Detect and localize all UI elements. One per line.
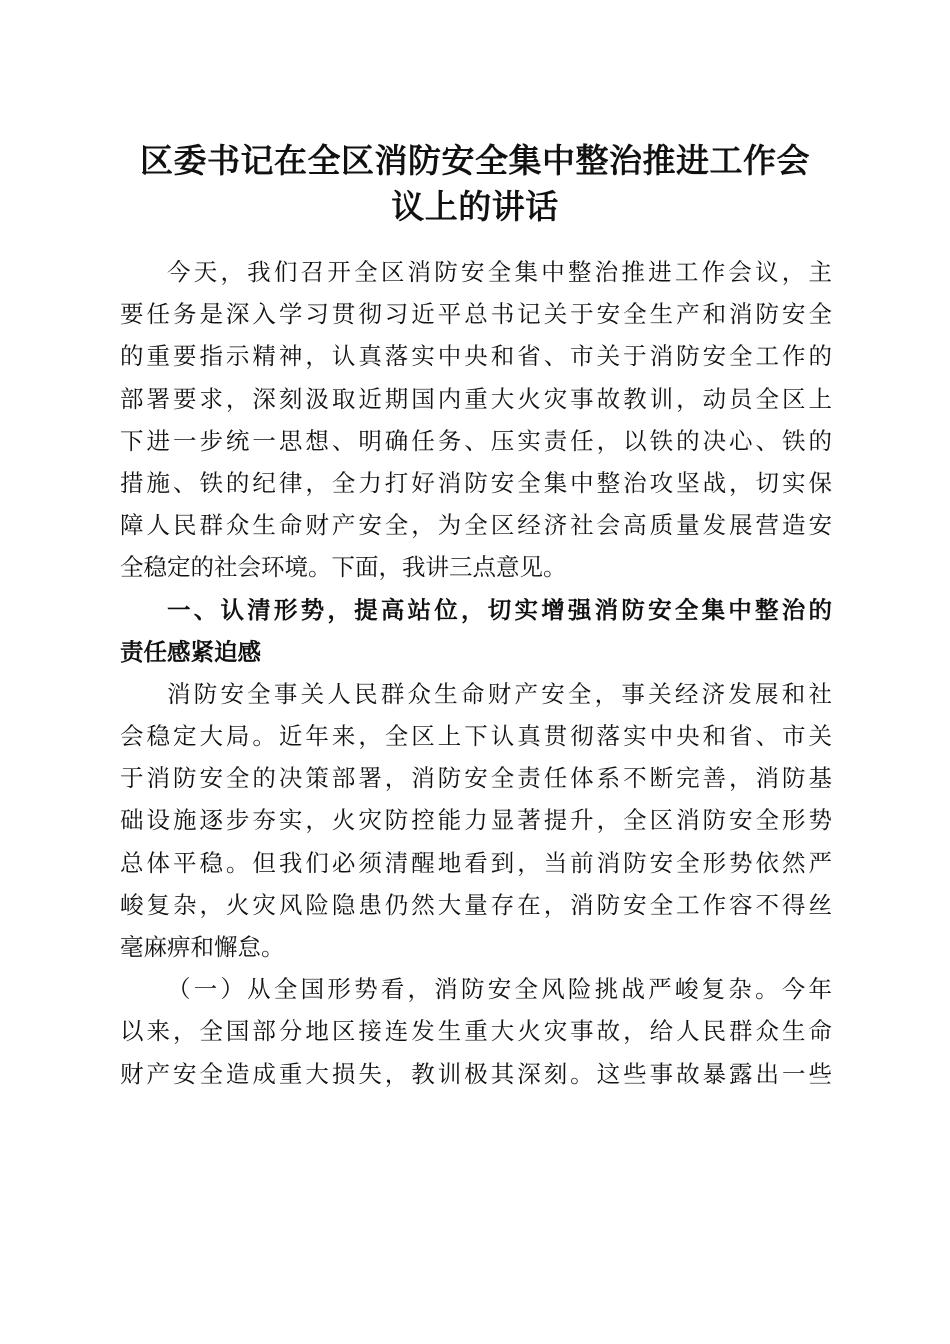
paragraph-line: 全稳定的社会环境。下面，我讲三点意见。 (120, 553, 567, 582)
paragraph-line: 总体平稳。但我们必须清醒地看到，当前消防安全形势依然严 (120, 848, 832, 877)
paragraph-line: 峻复杂，火灾风险隐患仍然大量存在，消防安全工作容不得丝 (120, 890, 832, 919)
paragraph-line: 下进一步统一思想、明确任务、压实责任，以铁的决心、铁的 (120, 426, 832, 455)
paragraph-line: 础设施逐步夯实，火灾防控能力显著提升，全区消防安全形势 (120, 806, 832, 835)
document-title-line-2: 议上的讲话 (391, 187, 559, 226)
paragraph-line: 的重要指示精神，认真落实中央和省、市关于消防安全工作的 (120, 342, 832, 371)
paragraph-line: 于消防安全的决策部署，消防安全责任体系不断完善，消防基 (120, 764, 832, 793)
paragraph-line: 障人民群众生命财产安全，为全区经济社会高质量发展营造安 (120, 511, 832, 540)
paragraph-line: 措施、铁的纪律，全力打好消防安全集中整治攻坚战，切实保 (120, 468, 832, 497)
paragraph-line: 毫麻痹和懈怠。 (120, 933, 285, 961)
paragraph-line: 以来，全国部分地区接连发生重大火灾事故，给人民群众生命 (120, 1017, 832, 1046)
paragraph-line: 今天，我们召开全区消防安全集中整治推进工作会议，主 (167, 258, 832, 286)
document-title-line-1: 区委书记在全区消防安全集中整治推进工作会 (140, 141, 810, 180)
paragraph-line: 要任务是深入学习贯彻习近平总书记关于安全生产和消防安全 (120, 300, 832, 329)
section-heading-line: 责任感紧迫感 (120, 637, 261, 666)
paragraph-line: 会稳定大局。近年来，全区上下认真贯彻落实中央和省、市关 (120, 722, 832, 751)
paragraph-line: 部署要求，深刻汲取近期国内重大火灾事故教训，动员全区上 (120, 384, 832, 413)
paragraph-line: 消防安全事关人民群众生命财产安全，事关经济发展和社 (167, 679, 832, 708)
paragraph-line: 财产安全造成重大损失，教训极其深刻。这些事故暴露出一些 (120, 1059, 832, 1088)
section-heading-line: 一、认清形势，提高站位，切实增强消防安全集中整治的 (167, 595, 832, 624)
subsection-line: （一）从全国形势看，消防安全风险挑战严峻复杂。今年 (167, 975, 832, 1004)
document-body (120, 251, 832, 1095)
